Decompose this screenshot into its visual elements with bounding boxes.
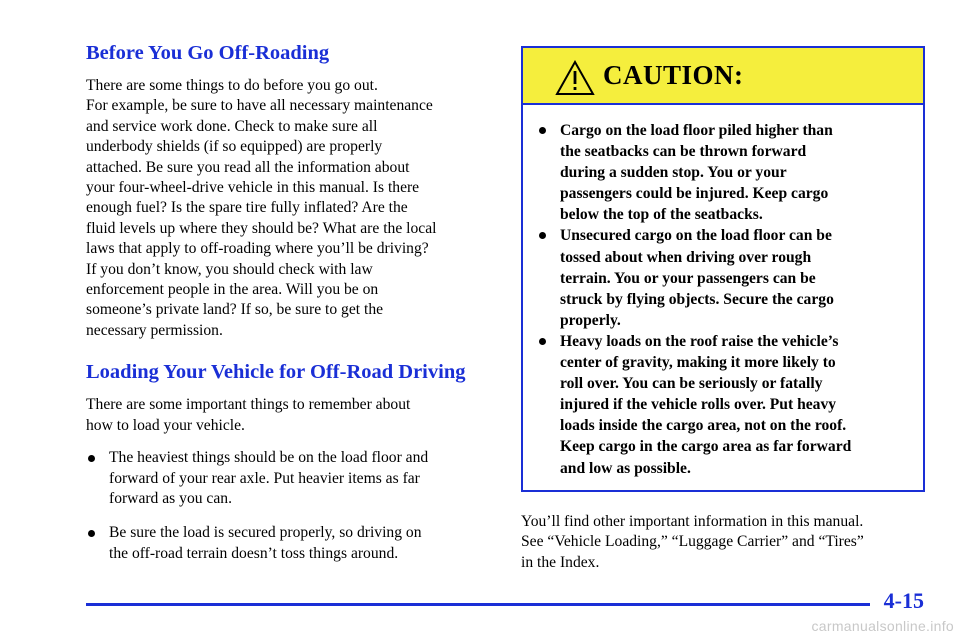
- list-item: [86, 523, 490, 564]
- text-line: laws that apply to off-roading where you’ll be driving?: [86, 240, 429, 258]
- text-line: how to load your vehicle.: [86, 416, 245, 434]
- text-line: tossed about when driving over rough: [560, 248, 812, 266]
- text-line: your four-wheel-drive vehicle in this manual. Is there: [86, 179, 420, 197]
- text-line: The heaviest things should be on the load floor and: [109, 449, 429, 467]
- text-line: in the Index.: [521, 553, 600, 571]
- text-line: the off-road terrain doesn’t toss things around.: [109, 544, 399, 562]
- caution-box: [521, 46, 925, 492]
- paragraph-other-information: [521, 512, 931, 573]
- caution-list: [537, 120, 917, 479]
- bullet-icon: [88, 455, 95, 462]
- text-line: the seatbacks can be thrown forward: [560, 143, 807, 161]
- text-line: passengers could be injured. Keep cargo: [560, 185, 829, 203]
- paragraph-loading-intro: [86, 395, 490, 436]
- page-number: 4-15: [883, 588, 924, 613]
- text-line: injured if the vehicle rolls over. Put heavy: [560, 396, 837, 414]
- text-line: properly.: [560, 311, 621, 329]
- heading-loading-vehicle: Loading Your Vehicle for Off-Road Driving: [86, 361, 466, 384]
- text-line: necessary permission.: [86, 321, 223, 339]
- text-line: If you don’t know, you should check with law: [86, 260, 373, 278]
- text-line: Be sure the load is secured properly, so driving on: [109, 524, 422, 542]
- paragraph-before-off-roading: [86, 76, 490, 341]
- text-line: fluid levels up where they should be? What are the local: [86, 219, 437, 237]
- text-line: enforcement people in the area. Will you be on: [86, 281, 379, 299]
- text-line: and service work done. Check to make sure all: [86, 117, 378, 135]
- text-line: For example, be sure to have all necessary maintenance: [86, 97, 433, 115]
- text-line: loads inside the cargo area, not on the roof.: [560, 417, 847, 435]
- text-line: Cargo on the load floor piled higher than: [560, 122, 833, 139]
- heading-before-off-roading: Before You Go Off-Roading: [86, 42, 330, 64]
- watermark: carmanualsonline.info: [811, 618, 954, 634]
- list-item: [537, 225, 917, 330]
- list-item: [537, 331, 917, 479]
- text-line: There are some important things to remember about: [86, 396, 411, 414]
- text-line: someone’s private land? If so, be sure to get the: [86, 301, 384, 319]
- text-line: forward of your rear axle. Put heavier items as far: [109, 469, 420, 487]
- list-item: [537, 120, 917, 225]
- text-line: during a sudden stop. You or your: [560, 164, 787, 182]
- bullet-icon: [539, 232, 546, 239]
- text-line: Keep cargo in the cargo area as far forward: [560, 438, 852, 456]
- loading-bullet-list: [86, 448, 490, 564]
- list-item: [86, 448, 490, 509]
- bullet-icon: [88, 530, 95, 537]
- caution-header: [523, 48, 923, 105]
- left-column: [86, 38, 490, 578]
- footer-divider: [86, 603, 870, 606]
- text-line: You’ll find other important information in this manual.: [521, 513, 864, 530]
- text-line: below the top of the seatbacks.: [560, 206, 763, 224]
- text-line: underbody shields (if so equipped) are properly: [86, 138, 383, 156]
- text-line: center of gravity, making it more likely to: [560, 354, 836, 372]
- text-line: attached. Be sure you read all the information about: [86, 158, 410, 176]
- text-line: See “Vehicle Loading,” “Luggage Carrier” and “Tires”: [521, 533, 864, 551]
- bullet-icon: [539, 338, 546, 345]
- text-line: struck by flying objects. Secure the cargo: [560, 290, 834, 308]
- text-line: enough fuel? Is the spare tire fully inflated? Are the: [86, 199, 408, 217]
- text-line: Heavy loads on the roof raise the vehicle’s: [560, 332, 839, 350]
- text-line: and low as possible.: [560, 459, 691, 477]
- text-line: terrain. You or your passengers can be: [560, 269, 816, 287]
- text-line: Unsecured cargo on the load floor can be: [560, 227, 832, 245]
- text-line: forward as you can.: [109, 489, 232, 507]
- caution-title: CAUTION:: [603, 60, 744, 90]
- bullet-icon: [539, 127, 546, 134]
- warning-triangle-icon: [555, 60, 595, 96]
- text-line: roll over. You can be seriously or fatally: [560, 375, 823, 393]
- text-line: There are some things to do before you go out.: [86, 77, 378, 94]
